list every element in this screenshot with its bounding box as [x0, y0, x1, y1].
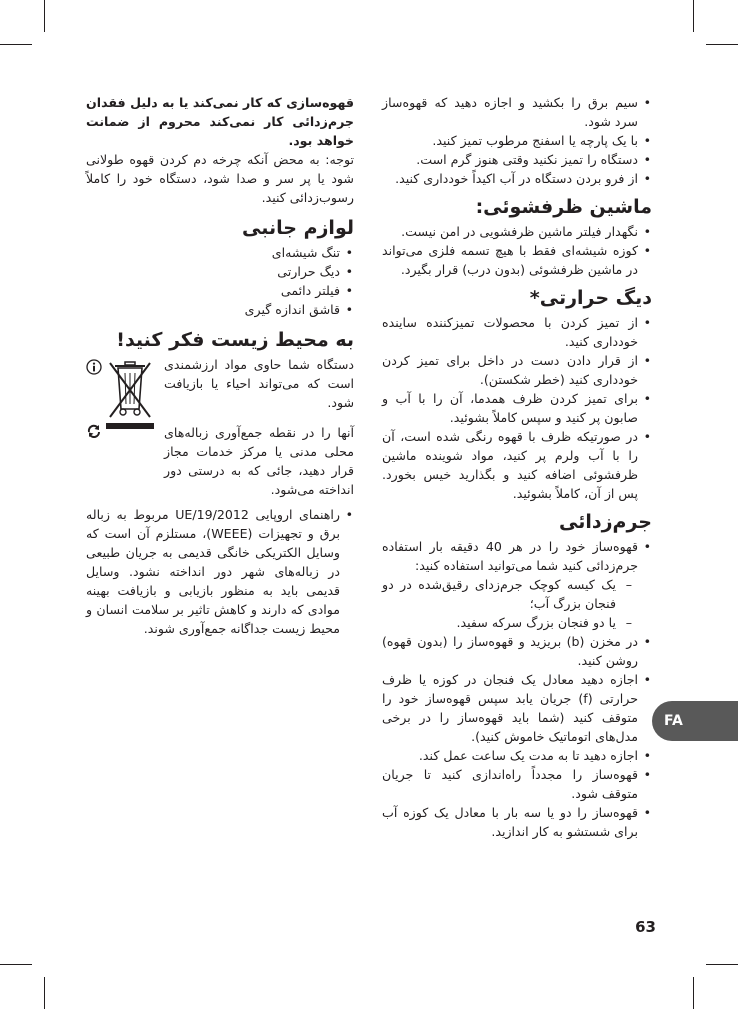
- list-item: • کوزه شیشه‌ای فقط با هیچ تسمه فلزی می‌تواند در ماشین ظرفشوئی (بدون درب) قرار بگیرد.: [382, 241, 652, 279]
- descaling-list: [382, 537, 652, 841]
- list-item: • نگهدار فیلتر ماشین ظرفشویی در امن نیست.: [382, 222, 652, 241]
- separator-bar: [106, 423, 154, 429]
- descaling-options: [382, 575, 638, 632]
- list-item: • در صورتیکه ظرف با قهوه رنگی شده است، آن را با آب ولرم پر کنید، مواد شوینده ماشین ظرفشوئی اضافه کنید و بگذارید خیس بخورد. پس از آن، کاملاً بشوئید.: [382, 427, 652, 503]
- list-item: • از تمیز کردن با محصولات تمیزکننده ساینده خودداری کنید.: [382, 313, 652, 351]
- environment-heading: به محیط زیست فکر کنید!: [116, 329, 354, 351]
- language-tab: FA: [652, 701, 738, 741]
- list-item: • قاشق اندازه گیری: [86, 300, 354, 319]
- descaling-intro: قهوه‌ساز خود را در هر 40 دقیقه بار استفاده جرم‌زدائی کنید شما می‌توانید استفاده کنید:: [382, 539, 638, 573]
- crop-mark: [706, 44, 738, 45]
- environment-text-2: آنها را در نقطه جمع‌آوری زباله‌های محلی مدنی یا مرکز خدمات مجاز قرار دهید، جائی که به درستی دور انداخته می‌شود.: [164, 425, 354, 497]
- environment-text-1: دستگاه شما حاوی مواد ارزشمندی است که می‌تواند احیاء یا بازیافت شود.: [164, 357, 354, 410]
- dishwasher-list: [382, 222, 652, 279]
- crop-mark: [0, 44, 32, 45]
- crop-mark: [693, 0, 694, 32]
- list-item: • سیم برق را بکشید و اجازه دهید که قهوه‌ساز سرد شود.: [382, 93, 652, 131]
- list-item: • فیلتر دائمی: [86, 281, 354, 300]
- list-item: • برای تمیز کردن ظرف همدما، آن را با آب و صابون پر کنید و سپس کاملاً بشوئید.: [382, 389, 652, 427]
- list-item: – یا دو فنجان بزرگ سرکه سفید.: [382, 613, 638, 632]
- page-number: 63: [635, 918, 656, 936]
- crop-mark: [706, 964, 738, 965]
- accessories-heading: لوازم جانبی: [242, 217, 354, 239]
- accessories-list: [86, 243, 354, 319]
- list-item: • قهوه‌ساز را دو یا سه بار با معادل یک کوزه آب برای شستشو به کار اندازید.: [382, 803, 652, 841]
- descaling-note: توجه: به محض آنکه چرخه دم کردن قهوه طولانی شود یا پر سر و صدا شود، دستگاه خود را کاملاً رسوب‌زدائی کنید.: [86, 152, 354, 205]
- crossed-bin-icon: [106, 359, 154, 419]
- list-item: • تنگ شیشه‌ای: [86, 243, 354, 262]
- list-item: – یک کیسه کوچک جرم‌زدای رقیق‌شده در دو فنجان بزرگ آب؛: [382, 575, 638, 613]
- crop-mark: [0, 964, 32, 965]
- crop-mark: [44, 977, 45, 1009]
- weee-list: [86, 505, 354, 638]
- list-item: • از قرار دادن دست در داخل برای تمیز کردن خودداری کنید (خطر شکستن).: [382, 351, 652, 389]
- cleaning-list: [382, 93, 652, 188]
- list-item: • دستگاه را تمیز نکنید وقتی هنوز گرم است.: [382, 150, 652, 169]
- hotplate-heading: دیگ حرارتی*: [529, 287, 652, 309]
- environment-block: [86, 355, 354, 505]
- hotplate-list: [382, 313, 652, 503]
- crop-mark: [44, 0, 45, 32]
- warranty-warning: قهوه‌سازی که کار نمی‌کند یا به دلیل فقدان جرم‌زدائی کار نمی‌کند محروم از ضمانت خواهد بود.: [86, 95, 354, 148]
- right-column: [382, 93, 652, 841]
- list-item: • در مخزن (b) بریزید و قهوه‌ساز را (بدون قهوه) روشن کنید.: [382, 632, 652, 670]
- list-item: [382, 537, 652, 632]
- list-item: • اجازه دهید معادل یک فنجان در کوزه یا ظرف حرارتی (f) جریان یابد سپس قهوه‌ساز خود را متوقف کنید (شما باید قهوه‌ساز را در برخی مدل‌های اتوماتیک خاموش کنید).: [382, 670, 652, 746]
- list-item: • دیگ حرارتی: [86, 262, 354, 281]
- descaling-heading: جرم‌زدائی: [559, 511, 652, 533]
- recycle-icon: [86, 423, 102, 439]
- list-item: • اجازه دهید تا به مدت یک ساعت عمل کند.: [382, 746, 652, 765]
- list-item: • راهنمای اروپایی UE/19/2012 مربوط به زباله برق و تجهیزات (WEEE)، مستلزم آن است که وسایل الکتریکی خانگی قدیمی به جریان طبیعی در زباله‌های شهر دور انداخته نشود. وسایل قدیمی باید به منظور بازیابی و بازیافت بهینه موادی که دارند و کاهش تاثیر بر سلامت انسان و محیط زیست جداگانه جمع‌آوری شوند.: [86, 505, 354, 638]
- crop-mark: [693, 977, 694, 1009]
- dishwasher-heading: ماشین ظرفشوئی:: [475, 196, 652, 218]
- list-item: • با یک پارچه یا اسفنج مرطوب تمیز کنید.: [382, 131, 652, 150]
- list-item: • از فرو بردن دستگاه در آب اکیداً خودداری کنید.: [382, 169, 652, 188]
- left-column: [86, 93, 354, 638]
- list-item: • قهوه‌ساز را مجدداً راه‌اندازی کنید تا جریان متوقف شود.: [382, 765, 652, 803]
- info-icon: [86, 359, 102, 375]
